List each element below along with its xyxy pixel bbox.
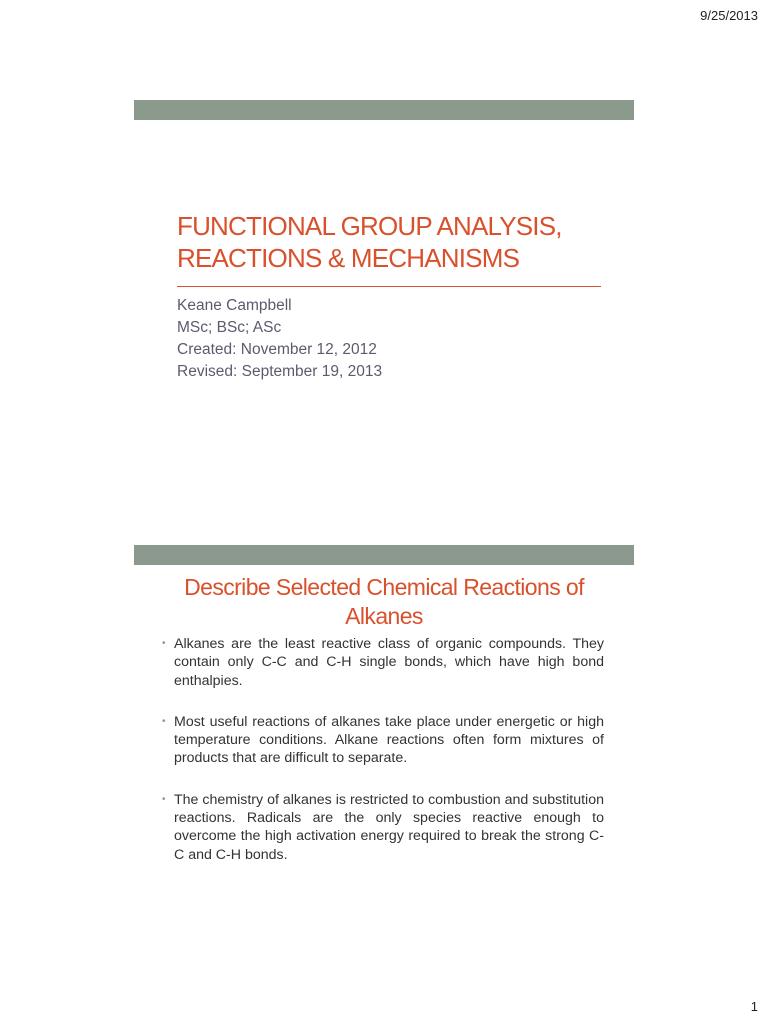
slide1-created-date: Created: November 12, 2012	[177, 341, 377, 358]
slide1-revised-date: Revised: September 19, 2013	[177, 363, 383, 380]
slide1-title-divider	[177, 286, 601, 287]
slide2-header-bar	[134, 545, 634, 565]
bullet-item	[162, 635, 604, 690]
bullet-text: Alkanes are the least reactive class of organic compounds. They contain only C-C and C-H single bonds, which have high bond enthalpies.	[174, 636, 604, 689]
slide1-author: Keane Campbell	[177, 297, 292, 314]
bullet-text: The chemistry of alkanes is restricted to combustion and substitution reactions. Radicals are the only species reactive enough to overcome the high activation energy required to break the strong C-C and C-H bonds.	[174, 791, 604, 863]
slide1-title	[177, 210, 617, 274]
slide1-title-line-2: REACTIONS & MECHANISMS	[177, 243, 520, 273]
page-number: 1	[750, 999, 758, 1014]
bullet-dot-icon: •	[162, 793, 166, 805]
slide1-title-line-1: FUNCTIONAL GROUP ANALYSIS,	[177, 211, 562, 241]
bullet-item	[162, 713, 604, 768]
bullet-dot-icon: •	[162, 638, 166, 649]
slide1-credentials: MSc; BSc; ASc	[177, 319, 282, 336]
bullet-item	[162, 791, 604, 864]
page-date: 9/25/2013	[700, 8, 758, 23]
bullet-text: Most useful reactions of alkanes take place under energetic or high temperature conditions. Alkane reactions often form mixtures of products that are difficult to separate.	[174, 713, 604, 767]
slide1-header-bar	[134, 100, 634, 120]
bullet-dot-icon: •	[162, 715, 166, 727]
slide2-bullet-list	[162, 635, 604, 887]
slide2-title: Describe Selected Chemical Reactions of Alkanes	[184, 574, 584, 629]
slide1-subtitle	[177, 295, 382, 383]
